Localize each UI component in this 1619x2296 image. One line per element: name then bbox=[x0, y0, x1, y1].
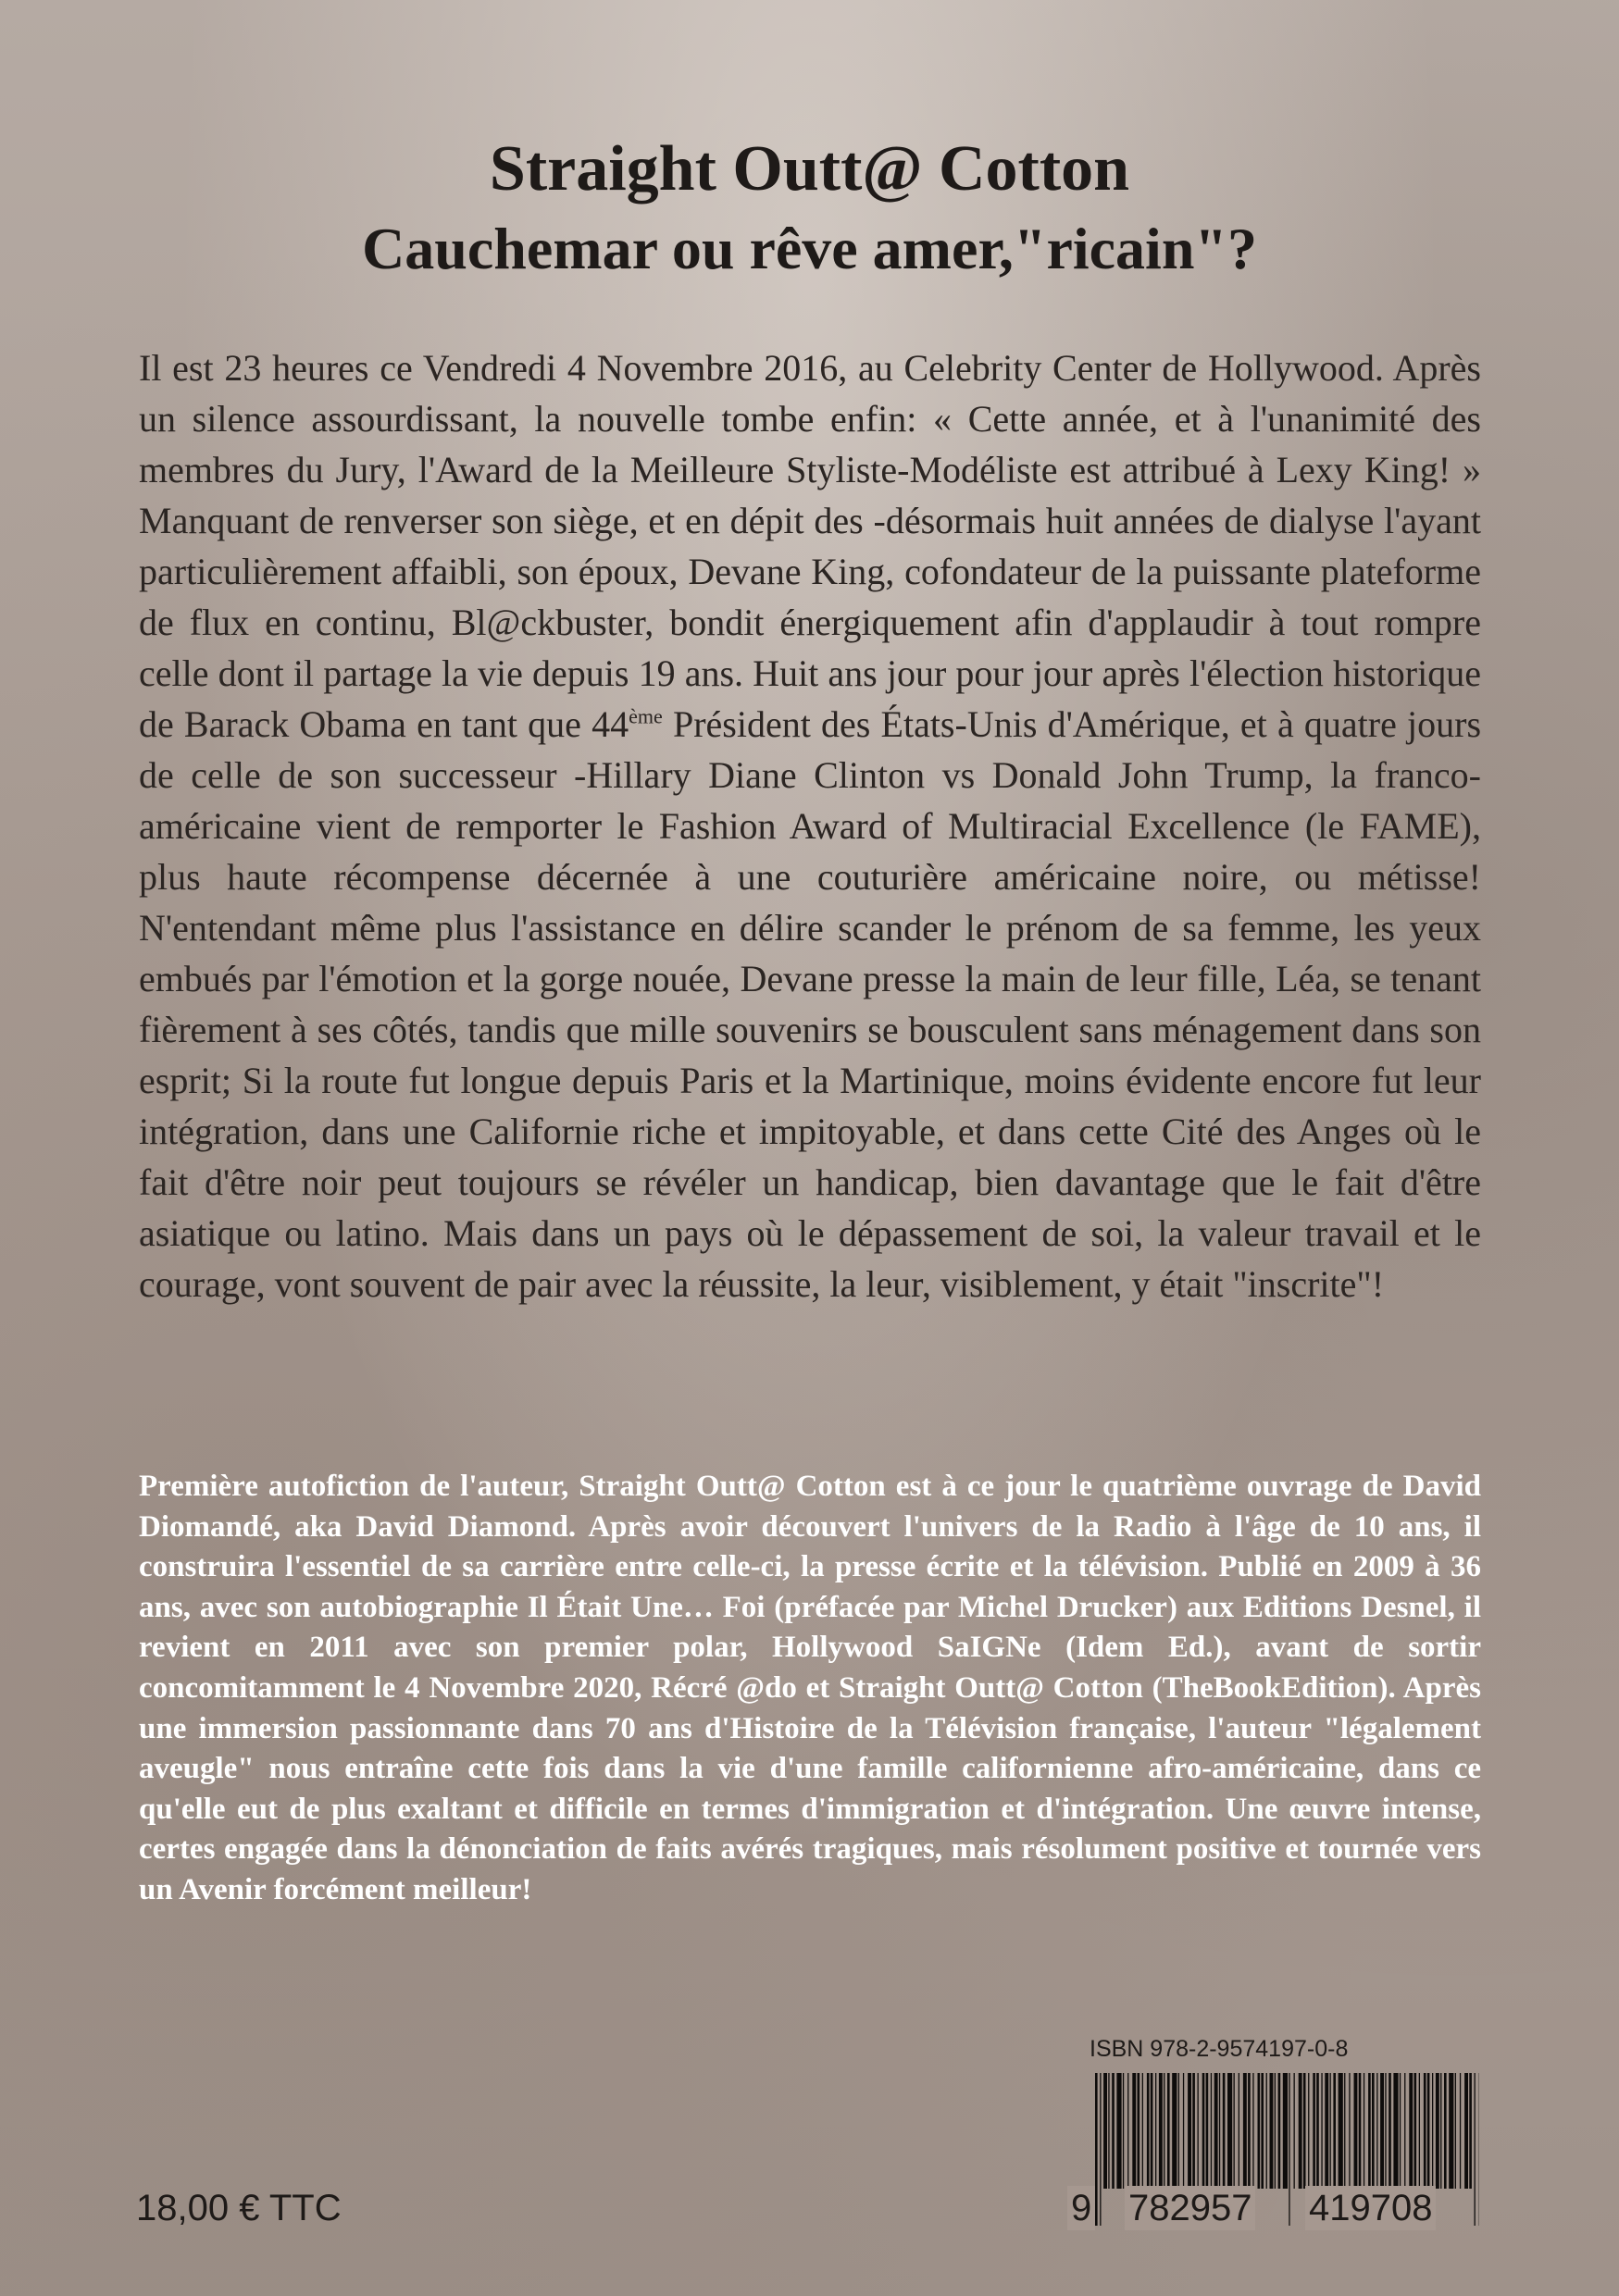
book-subtitle: Cauchemar ou rêve amer,"ricain"? bbox=[362, 216, 1257, 281]
barcode-bar bbox=[1368, 2073, 1371, 2189]
barcode-digits-right: 419708 bbox=[1305, 2186, 1436, 2230]
barcode-bar bbox=[1123, 2073, 1124, 2189]
barcode-bar bbox=[1138, 2073, 1140, 2189]
barcode-bar bbox=[1202, 2073, 1205, 2189]
barcode-bar bbox=[1393, 2073, 1398, 2189]
barcode-bar bbox=[1321, 2073, 1322, 2189]
barcode-bar bbox=[1436, 2073, 1439, 2189]
synopsis-part-2: Président des États-Unis d'Amérique, et à quatre jours de celle de son successeur -Hillary Diane Clinton vs Donald John Trump, la franco-américaine vient de remporter le Fashion Award of Multiracial Excellence (le FAME), plus haute récompense décernée à une couturière américaine noire, ou métisse! N'entendant même plus l'assistance en délire scander le prénom de sa femme, les yeux embués par l'émotion et la gorge nouée, Devane presse la main de leur fille, Léa, se tenant fièrement à ses côtés, tandis que mille souvenirs se bousculent sans ménagement dans son esprit; Si la route fut longue depuis Paris et la Martinique, moins évidente encore fut leur intégration, dans une Californie riche et impitoyable, et dans cette Cité des Anges où le fait d'être noir peut toujours se révéler un handicap, bien davantage que le fait d'être asiatique ou latino. Mais dans un pays où le dépassement de soi, la valeur travail et le courage, vont souvent de pair avec la réussite, la leur, visiblement, y était "inscrite"! bbox=[139, 703, 1482, 1305]
barcode-bar bbox=[1227, 2073, 1232, 2189]
barcode-bar bbox=[1440, 2073, 1441, 2189]
barcode-bar bbox=[1409, 2073, 1413, 2189]
author-bio-paragraph: Première autofiction de l'auteur, Straight Outt@ Cotton est à ce jour le quatrième ouvrage de David Diomandé, aka David Diamond. Après avoir découvert l'univers de la Radio à l'âge de 10 ans, il construira l'essentiel de sa carrière entre celle-ci, la presse écrite et la télévision. Publié en 2009 à 36 ans, avec son autobiographie Il Était Une… Foi (préfacée par Michel Drucker) aux Editions Desnel, il revient en 2011 avec son premier polar, Hollywood SaIGNe (Idem Ed.), avant de sortir concomitamment le 4 Novembre 2020, Récré @do et Straight Outt@ Cotton (TheBookEdition). Après une immersion passionnante dans 70 ans d'Histoire de la Télévision française, l'auteur "légalement aveugle" nous entraîne cette fois dans la vie d'une famille californienne afro-américaine, dans ce qu'elle eut de plus exaltant et difficile en termes d'immigration et d'intégration. Une œuvre intense, certes engagée dans la dénonciation de faits avérés tragiques, mais résolument positive et tournée vers un Avenir forcément meilleur! bbox=[139, 1470, 1481, 1906]
barcode-bar bbox=[1449, 2073, 1453, 2189]
barcode-bar bbox=[1206, 2073, 1209, 2189]
barcode-bar bbox=[1167, 2073, 1170, 2189]
barcode-bar bbox=[1333, 2073, 1336, 2189]
barcode-bar bbox=[1178, 2073, 1179, 2189]
price-label: 18,00 € TTC bbox=[136, 2188, 342, 2228]
barcode-bar bbox=[1116, 2073, 1121, 2189]
barcode-bar bbox=[1299, 2073, 1302, 2189]
barcode-bar bbox=[1243, 2073, 1247, 2189]
barcode-bar bbox=[1155, 2073, 1156, 2189]
cover-header bbox=[0, 128, 1619, 287]
barcode-bar bbox=[1404, 2073, 1405, 2189]
barcode-bar bbox=[1127, 2073, 1128, 2189]
barcode-bar bbox=[1223, 2073, 1226, 2189]
barcode-bar bbox=[1234, 2073, 1235, 2189]
barcode-bar bbox=[1275, 2073, 1276, 2189]
barcode-bar bbox=[1147, 2073, 1150, 2189]
barcode-bar bbox=[1183, 2073, 1184, 2189]
barcode-bar bbox=[1316, 2073, 1319, 2189]
barcode-bar bbox=[1108, 2073, 1109, 2189]
barcode-bar bbox=[1188, 2073, 1191, 2189]
barcode-bar bbox=[1132, 2073, 1136, 2189]
synopsis-paragraph bbox=[139, 342, 1481, 1309]
barcode-bar bbox=[1359, 2073, 1362, 2189]
barcode-bar bbox=[1214, 2073, 1218, 2189]
barcode-bar bbox=[1100, 2073, 1101, 2226]
barcode-bar bbox=[1278, 2073, 1281, 2189]
ordinal-suffix: ème bbox=[629, 704, 663, 728]
barcode-bar bbox=[1325, 2073, 1328, 2189]
barcode-bar bbox=[1151, 2073, 1153, 2189]
book-title: Straight Outt@ Cotton bbox=[489, 133, 1130, 205]
barcode-bar bbox=[1103, 2073, 1107, 2189]
isbn-label: ISBN 978-2-9574197-0-8 bbox=[1090, 2036, 1349, 2062]
barcode-bar bbox=[1211, 2073, 1212, 2189]
barcode-bar bbox=[1427, 2073, 1430, 2189]
barcode-bar bbox=[1344, 2073, 1345, 2189]
barcode-bar bbox=[1475, 2073, 1476, 2226]
barcode-bar bbox=[1349, 2073, 1350, 2189]
barcode-bar bbox=[1339, 2073, 1343, 2189]
barcode-bar bbox=[1380, 2073, 1384, 2189]
barcode-bar bbox=[1283, 2073, 1288, 2189]
barcode-bar bbox=[1294, 2073, 1295, 2189]
barcode-bar bbox=[1444, 2073, 1447, 2189]
barcode-bar bbox=[1308, 2073, 1309, 2189]
barcode-bar bbox=[1313, 2073, 1315, 2189]
barcode-bar bbox=[1252, 2073, 1253, 2189]
barcode-bar bbox=[1270, 2073, 1274, 2189]
barcode-bar bbox=[1192, 2073, 1195, 2189]
barcode-bar bbox=[1354, 2073, 1358, 2189]
barcode-bar bbox=[1159, 2073, 1163, 2189]
barcode-bar bbox=[1095, 2073, 1098, 2226]
barcode-digit-first: 9 bbox=[1067, 2186, 1095, 2230]
synopsis-part-1: Il est 23 heures ce Vendredi 4 Novembre 2016, au Celebrity Center de Hollywood. Après un silence assourdissant, la nouvelle tombe enfin: « Cette année, et à l'unanimité des membres du Jury, l'Award de la Meilleure Styliste-Modéliste est attribué à Lexy King! » Manquant de renverser son siège, et en dépit des -désormais huit années de dialyse l'ayant particulièrement affaibli, son époux, Devane King, cofondateur de la puissante plateforme de flux en continu, Bl@ckbuster, bondit énergiquement afin d'applaudir à tout rompre celle dont il partage la vie depuis 19 ans. Huit ans jour pour jour après l'élection historique de Barack Obama en tant que 44 bbox=[139, 347, 1481, 745]
barcode-bar bbox=[1266, 2073, 1267, 2189]
barcode-bar bbox=[1455, 2073, 1456, 2189]
barcode-bar bbox=[1389, 2073, 1391, 2189]
barcode-bar bbox=[1469, 2073, 1472, 2189]
barcode-bar bbox=[1372, 2073, 1375, 2189]
barcode-bar bbox=[1258, 2073, 1261, 2189]
barcode-bar bbox=[1248, 2073, 1251, 2189]
barcode-bar bbox=[1432, 2073, 1433, 2189]
barcode-bar bbox=[1424, 2073, 1426, 2189]
barcode-bar bbox=[1400, 2073, 1401, 2189]
barcode-bar bbox=[1376, 2073, 1377, 2189]
barcode-bar bbox=[1464, 2073, 1468, 2189]
barcode-bar bbox=[1198, 2073, 1199, 2189]
barcode-bar bbox=[1460, 2073, 1461, 2189]
barcode-bar bbox=[1219, 2073, 1220, 2189]
barcode-bar bbox=[1414, 2073, 1417, 2189]
barcode-bar bbox=[1419, 2073, 1420, 2189]
barcode-digits-left: 782957 bbox=[1125, 2186, 1255, 2230]
barcode-bar bbox=[1142, 2073, 1143, 2189]
barcode-bar bbox=[1261, 2073, 1264, 2189]
barcode-bar bbox=[1303, 2073, 1306, 2189]
barcode-bar bbox=[1385, 2073, 1386, 2189]
barcode-bar bbox=[1330, 2073, 1331, 2189]
barcode-bar bbox=[1172, 2073, 1177, 2189]
barcode-bar bbox=[1112, 2073, 1115, 2189]
